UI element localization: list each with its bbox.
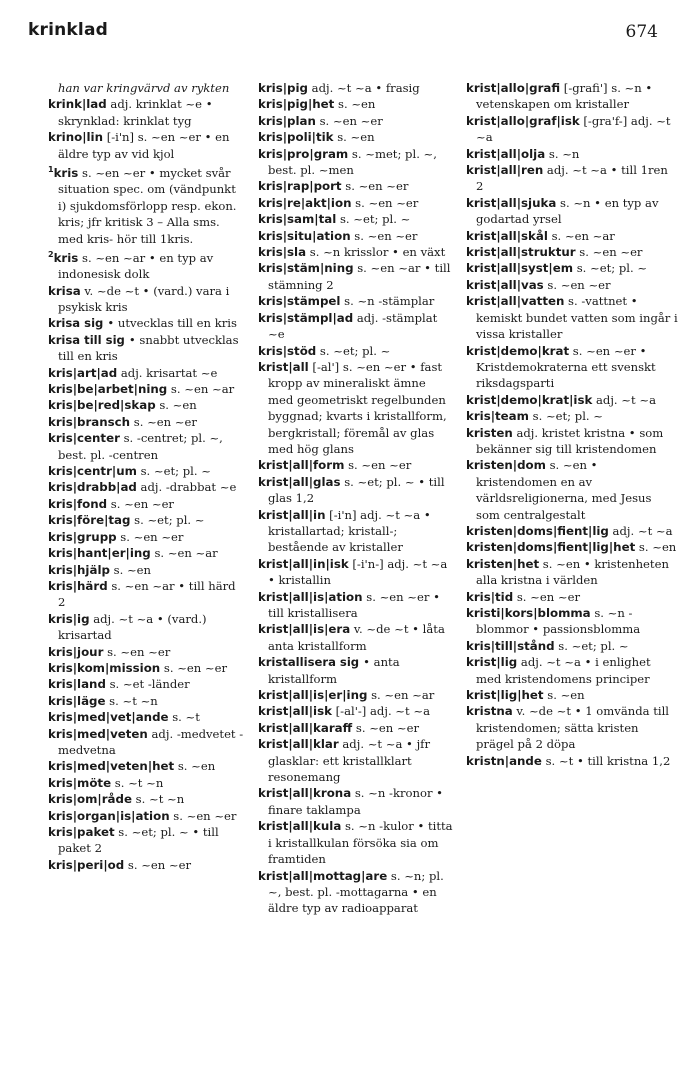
entry-definition: s. ~en ~er [341,179,409,194]
entry-definition: s. ~n -stämplar [340,294,435,309]
dictionary-entry [258,868,454,917]
dictionary-entry [466,146,678,162]
entry-definition: s. ~en ~er [344,458,412,473]
phrase-entry [48,315,244,331]
entry-definition: adj. krinklat ~e • skrynklad: krinklat tyg [58,97,213,128]
dictionary-entry [48,512,244,528]
dictionary-entry [258,178,454,194]
dictionary-entry [48,808,244,824]
entry-definition: s. ~en ~er [124,857,192,872]
entry-text: kris|med|veten [48,726,148,741]
entry-definition: s. ~et; pl. ~ [316,343,391,358]
entry-text: kris|före|tag [48,513,131,528]
entry-definition: [-i'n-] adj. ~t ~a • kristallin [268,556,448,588]
entry-definition: s. ~en [333,130,375,145]
dictionary-entry [48,129,244,162]
dictionary-entry [466,162,678,195]
entry-definition: s. ~n • en typ av godartad yrsel [476,195,659,227]
dictionary-entry [258,310,454,343]
dictionary-entry [258,293,454,309]
entry-definition: s. ~en ~er • mycket svår situation spec. om (vändpunkt i) sjukdomsförlopp resp. ekon. kris; jfr kritisk 3 – Alla sms. med kris- hör till 1kris. [58,165,237,246]
dictionary-entry [48,676,244,692]
entry-definition: v. ~de ~t • (vard.) vara i psykisk kris [58,283,230,314]
dictionary-entry [258,244,454,260]
dictionary-entry [466,753,678,769]
entry-text: krist|all|syst|em [466,261,574,276]
entry-text: krist|all|krona [258,786,352,801]
dictionary-entry [466,703,678,752]
entry-definition: s. ~et -länder [105,677,190,692]
dictionary-entry [48,96,244,129]
entry-definition: [-al'-] adj. ~t ~a [331,704,430,719]
dictionary-entry [258,211,454,227]
dictionary-entry [258,785,454,818]
entry-text: krist|all|is|ation [258,589,363,604]
dictionary-entry [466,113,678,146]
entry-definition: s. ~en ~ar [367,688,435,703]
entry-definition: [-al'] s. ~en ~er • fast kropp av mineraliskt ämne med geometriskt regelbunden byggnad; kvarts i kristallform, bergkristall; föremål av glas med hög glans [268,359,447,456]
entry-text: krisa sig [48,316,108,331]
entry-text: krist|all|is|era [258,622,351,637]
entry-definition: adj. ~t ~a • (vard.) krisartad [58,611,207,643]
entry-text: kris|pig|het [258,97,335,112]
entry-text: kris|möte [48,775,112,790]
entry-definition: s. ~en [543,688,585,703]
entry-text: kris|jour [48,644,104,659]
dictionary-entry [466,293,678,342]
entry-definition: s. ~t ~n [131,792,185,807]
entry-text: kris|be|red|skap [48,398,156,413]
entry-text: krist|all|sjuka [466,195,557,210]
entry-definition: s. ~en ~ar • en typ av indonesisk dolk [58,250,214,282]
entry-text: krisa [48,283,81,298]
entry-text: kris|pro|gram [258,146,349,161]
entry-definition: s. ~en ~ar [547,228,615,243]
dictionary-entry [48,479,244,495]
entry-definition: s. ~en ~er [351,195,419,210]
dictionary-entry [48,824,244,857]
dictionary-entry [466,260,678,276]
entry-text: kristen [466,425,513,440]
phrase-entry [48,332,244,365]
entry-text: krist|all|olja [466,146,546,161]
entry-text: kristen|doms|fient|lig [466,523,609,538]
entry-definition: s. ~en ~er [103,644,171,659]
entry-definition: s. ~en ~er [543,277,611,292]
entry-text: kris|till|stånd [466,638,555,653]
entry-text: kristallisera sig [258,655,364,670]
entry-text: kris|ig [48,611,90,626]
dictionary-entry [258,129,454,145]
entry-definition: adj. ~t ~a • i enlighet med kristendomens principer [476,655,651,686]
dictionary-entry [258,736,454,785]
dictionary-entry [466,523,678,539]
entry-definition: s. ~en ~ar [150,546,218,561]
entry-definition: s. -centret; pl. ~, best. pl. -centren [58,431,223,462]
entry-definition: adj. ~t ~a • frasig [307,81,420,95]
entry-text: krist|all|struktur [466,245,576,260]
entry-text: krist|allo|graf|isk [466,113,580,128]
dictionary-entry [466,654,678,687]
dictionary-entry [258,818,454,867]
entry-definition: s. ~t ~n [111,775,164,790]
homonym-number: 1 [48,165,54,175]
entry-definition: adj. ~t ~a [592,392,656,407]
phrase-entry [258,654,454,687]
dictionary-entry [48,545,244,561]
entry-definition: s. ~en ~er [575,245,643,260]
entry-text: krist|all|karaff [258,720,353,735]
entry-text: kris|med|veten|het [48,759,175,774]
entry-text: kristna [466,704,513,719]
dictionary-entry [48,775,244,791]
entry-text: kris [53,250,79,265]
entry-text: krist|all|ren [466,163,544,178]
dictionary-entry [48,496,244,512]
entry-definition: s. ~en ~er [350,228,418,243]
entry-text: krink|lad [48,97,107,112]
entry-definition: s. ~t [168,710,200,725]
dictionary-entry [258,359,454,457]
page-number: 674 [625,22,658,42]
entry-text: kris|sam|tal [258,212,337,227]
entry-text: krist|allo|grafi [466,81,561,95]
dictionary-entry [48,247,244,283]
entry-definition: s. ~en ~er [169,808,237,823]
entry-text: kris|drabb|ad [48,480,137,495]
entry-definition: s. ~n [545,146,580,161]
entry-definition: s. ~et; pl. ~ [573,261,648,276]
entry-text: kris|hant|er|ing [48,546,151,561]
entry-definition: s. ~en ~ar [167,382,235,397]
entry-text: kris|kom|mission [48,660,161,675]
entry-definition: adj. ~t ~a [608,523,673,538]
entry-text: kristen|dom [466,458,546,473]
dictionary-entry [466,605,678,638]
dictionary-entry [466,392,678,408]
entry-definition: s. ~en [109,562,151,577]
column-3 [466,80,678,1047]
entry-text: krist|demo|krat [466,343,570,358]
entry-text: kris|team [466,409,529,424]
dictionary-entry [466,638,678,654]
dictionary-entry [466,228,678,244]
dictionary-entry [48,857,244,873]
entry-definition: s. ~n -blommor • passionsblomma [476,606,641,637]
entry-definition: adj. -medvetet -medvetna [58,726,244,757]
entry-text: kris|om|råde [48,792,132,807]
entry-text: kris|poli|tik [258,130,334,145]
dictionary-entry [48,162,244,247]
dictionary-entry [48,660,244,676]
entry-text: kris|art|ad [48,365,118,380]
entry-text: krist|lig [466,655,518,670]
entry-definition: [-grafi'] s. ~n • vetenskapen om kristaller [476,81,653,112]
entry-text: kris|center [48,431,120,446]
dictionary-entry [48,611,244,644]
entry-definition: s. ~en • kristendomen en av världsreligionerna, med Jesus som centralgestalt [476,458,652,522]
entry-definition: s. ~en ~er [513,589,581,604]
page-header [28,20,658,48]
entry-definition: s. ~en [334,97,376,112]
entry-text: kris|centr|um [48,464,137,479]
dictionary-entry [258,507,454,556]
entry-text: krist|all|skål [466,228,548,243]
entry-definition: s. ~en ~er • Kristdemokraterna ett svenskt riksdagsparti [476,343,656,391]
entry-text: kris|organ|is|ation [48,808,170,823]
entry-text: krist|all|is|er|ing [258,688,368,703]
dictionary-entry [466,457,678,523]
entry-definition: s. ~t ~n [105,693,158,708]
entry-text: krist|all|klar [258,737,339,752]
entry-text: kris|hjälp [48,562,110,577]
dictionary-entry [48,397,244,413]
entry-definition: • anta kristallform [268,655,400,686]
dictionary-entry [48,791,244,807]
entry-text: kristen|doms|fient|lig|het [466,540,636,555]
entry-text: kristi|kors|blomma [466,606,591,620]
dictionary-entry [258,96,454,112]
entry-definition: s. ~en ~er [107,496,174,511]
entry-text: kris|plan [258,113,316,128]
entry-text: kris|stämpl|ad [258,310,354,325]
entry-continuation: han var kringvärvd av rykten [58,81,230,95]
entry-text: krist|all|in|isk [258,556,349,571]
entry-text: kris|bransch [48,414,131,429]
entry-definition: s. ~met; pl. ~, best. pl. ~men [268,146,437,178]
dictionary-entry [258,687,454,703]
entry-text: krist|all|isk [258,704,332,719]
dictionary-entry [258,80,454,96]
dictionary-entry [258,113,454,129]
entry-text: krist|all|vatten [466,294,565,309]
entry-definition: [-gra'f-] adj. ~t ~a [476,113,671,145]
dictionary-entry [48,758,244,774]
entry-definition: s. ~en ~er [160,660,228,675]
dictionary-entry [258,720,454,736]
entry-definition: s. ~et; pl. ~ [528,409,603,424]
entry-text: kristen|het [466,556,540,571]
entry-definition: s. ~en ~er [315,113,383,128]
dictionary-entry [466,408,678,424]
dictionary-entry [258,146,454,179]
entry-definition: s. ~en [155,398,197,413]
entry-definition: s. ~et; pl. ~ [336,212,411,227]
dictionary-entry [258,703,454,719]
dictionary-entry [466,425,678,458]
entry-definition: s. ~en • kristenheten alla kristna i världen [476,556,669,588]
entry-definition: s. ~n; pl. ~, best. pl. -mottagarna • en äldre typ av radioapparat [268,868,444,916]
entry-definition: s. ~n -kulor • titta i kristallkulan försöka sia om framtiden [268,819,453,867]
dictionary-entry [48,562,244,578]
entry-text: krist|demo|krat|isk [466,392,593,407]
entry-text: kris|stämpel [258,294,341,309]
dictionary-entry [466,687,678,703]
dictionary-entry [258,457,454,473]
column-2 [258,80,454,1047]
entry-definition: adj. ~t ~a • jfr glasklar: ett kristallklart resonemang [268,737,431,785]
entry-text: kris|sla [258,245,307,260]
entry-text: kris|tid [466,589,514,604]
dictionary-entry [48,726,244,759]
entry-definition: s. ~et; pl. ~ [554,638,629,653]
dictionary-entry [48,644,244,660]
dictionary-entry [466,589,678,605]
dictionary-entry [258,343,454,359]
entry-text: kris|paket [48,825,115,839]
entry-text: krist|all [258,359,309,374]
entry-text: kris|be|arbet|ning [48,382,168,397]
entry-definition: s. ~en [635,540,677,555]
entry-text: kris|härd [48,578,108,593]
entry-text: kris|fond [48,496,108,511]
dictionary-entry [48,414,244,430]
dictionary-entry [466,277,678,293]
dictionary-entry [466,244,678,260]
entry-definition: s. ~en [174,759,216,774]
entry-definition: [-i'n] adj. ~t ~a • kristallartad; kristall-; bestående av kristaller [268,507,431,555]
dictionary-entry [258,195,454,211]
dictionary-entry [48,430,244,463]
entry-text: krist|all|form [258,458,345,473]
entry-text: kris|pig [258,81,308,95]
entry-text: kris|situ|ation [258,228,351,243]
dictionary-entry [258,474,454,507]
entry-definition: • snabbt utvecklas till en kris [58,332,239,364]
entry-text: krist|all|mottag|are [258,868,388,883]
dictionary-entry [48,709,244,725]
dictionary-entry [48,463,244,479]
guideword: krinklad [28,20,108,40]
entry-definition: s. ~n -kronor • finare taklampa [268,786,444,817]
dictionary-entry [48,529,244,545]
entry-text: kris|med|vet|ande [48,710,169,725]
entry-definition: v. ~de ~t • 1 omvända till kristendomen; sätta kristen prägel på 2 döpa [476,704,669,752]
entry-definition: s. ~et; pl. ~ [136,464,211,479]
dictionary-entry [258,556,454,589]
entry-definition: s. ~t • till kristna 1,2 [541,753,671,768]
entry-definition: • utvecklas till en kris [107,316,237,331]
dictionary-entry [48,365,244,381]
dictionary-entry [258,621,454,654]
entry-definition: s. ~n krisslor • en växt [306,245,446,260]
entry-text: kris|läge [48,693,106,708]
entry-definition: adj. -drabbat ~e [136,480,237,495]
dictionary-entry [466,195,678,228]
entry-text: kris|re|akt|ion [258,195,352,210]
entry-definition: s. ~et; pl. ~ • till paket 2 [58,825,219,856]
dictionary-entry [466,80,678,113]
dictionary-entry [48,578,244,611]
dictionary-entry [258,260,454,293]
entry-text: krist|all|vas [466,277,544,292]
entry-definition: adj. -stämplat ~e [268,310,438,342]
entry-text: krist|all|glas [258,474,341,489]
dictionary-entry [48,381,244,397]
entry-definition: s. ~et; pl. ~ • till glas 1,2 [268,474,445,506]
homonym-number: 2 [48,249,54,259]
entry-definition: adj. ~t ~a • till 1ren 2 [476,163,668,194]
entry-definition: s. ~et; pl. ~ [130,513,205,528]
entry-text: kris|peri|od [48,857,125,872]
dictionary-entry [48,693,244,709]
entry-text: kris|stöd [258,343,317,358]
entry-text: krino|lin [48,130,104,145]
entry-definition: s. ~en ~er [116,529,184,544]
entry-text: kris|grupp [48,529,117,544]
dictionary-entry [466,539,678,555]
dictionary-entry [466,343,678,392]
entry-definition: s. ~en ~ar • till stämning 2 [268,261,451,292]
entry-text: kris|land [48,677,106,692]
entry-definition: [-i'n] s. ~en ~er • en äldre typ av vid kjol [58,130,230,161]
entry-definition: adj. krisartat ~e [117,365,218,380]
entry-definition: adj. kristet kristna • som bekänner sig till kristendomen [476,425,664,456]
entry-text: kris|stäm|ning [258,261,354,276]
entry-definition: s. -vattnet • kemiskt bundet vatten som ingår i vissa kristaller [476,294,678,342]
column-1 [48,80,244,1047]
dictionary-entry [258,228,454,244]
entry-text: krisa till sig [48,332,129,347]
entry-text: krist|all|kula [258,819,342,834]
dictionary-entry [258,589,454,622]
entry-text: krist|all|in [258,507,326,522]
entry-definition: s. ~en ~er [130,414,197,429]
entry-text: kris|rap|port [258,179,342,194]
entry-definition: s. ~en ~er • till kristallisera [268,589,440,620]
entry-text: krist|lig|het [466,688,544,703]
dictionary-entry [466,556,678,589]
entry-text: kris [53,165,79,180]
entry-definition: s. ~en ~er [352,720,420,735]
entry-text: kristn|ande [466,753,542,768]
dictionary-entry [48,283,244,316]
entry-definition: v. ~de ~t • låta anta kristallform [268,622,445,653]
entry-definition: s. ~en ~ar • till härd 2 [58,578,236,610]
